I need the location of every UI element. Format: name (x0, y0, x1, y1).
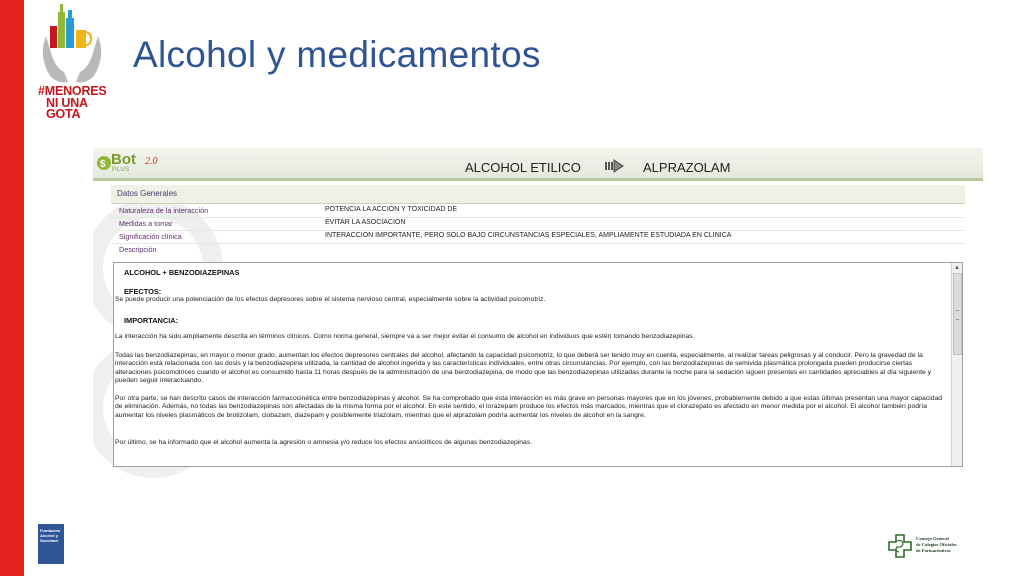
foundation-logo (38, 524, 64, 564)
scroll-up-arrow-icon[interactable]: ▲ (954, 265, 960, 271)
council-text (916, 536, 957, 554)
app-screenshot (93, 148, 983, 478)
field-value: INTERACCION IMPORTANTE, PERO SOLO BAJO CIRCUNSTANCIAS ESPECIALES, AMPLIAMENTE ESTUDIADA EN CLINICA (325, 232, 732, 239)
paragraph-2: Todas las benzodiazepinas, en mayor o menor grado, aumentan los efectos depresores centrales del alcohol, afectando la capacidad psicomotriz, lo que deberá ser tenido muy en cuenta, especialmente, al realizar tareas peligrosas y al conducir. Pero la gravedad de la interacción está relacionada con las dosis y la benzodiazepina utilizada, la cantidad de alcohol ingerida y las características individuales, entre otras circunstancias. Por ejemplo, con las benzodiazepinas de semivida plasmática prolongada pueden producirse ciertas alteraciones psicomotrices cuando el alcohol es consumido hasta 11 horas después de la administración de una benzodiazepina, de modo que las benzodiazepinas utilizadas durante la noche para la sedación siguen presentes en cantidades apreciables al día siguiente y pueden seguir interactuando. (115, 352, 932, 385)
foundation-line-3: Sociedad (40, 538, 58, 543)
interaction-panel (111, 185, 965, 465)
field-row-significance (111, 231, 965, 244)
council-line-1: Consejo General (916, 536, 949, 541)
council-line-2: de Colegios Oficiales (916, 542, 957, 547)
field-row-measures (111, 218, 965, 231)
description-content (114, 263, 950, 466)
field-label: Significación clínica (119, 232, 182, 241)
paragraph-4: Por último, se ha informado que el alcohol aumenta la agresión o amnesia y/o reduce los efectos ansiolíticos de algunas benzodiazepinas. (115, 439, 533, 446)
general-data-title: Datos Generales (117, 189, 178, 198)
field-value: EVITAR LA ASOCIACION (325, 219, 406, 226)
campaign-line-3: GOTA (46, 107, 81, 121)
double-arrow-right-icon (605, 159, 625, 173)
app-version: 2.0 (145, 156, 158, 167)
paragraph-3: Por otra parte, se han descrito casos de interacción farmacocinética entre benzodiazepinas y alcohol. Se ha comprobado que esta interacción es más grave en personas mayores que en los jóvenes, probablemente debido a que estas últimas presentan una mayor capacidad de eliminación. Además, no todas las benzodiazepinas son afectadas de la misma forma por el alcohol. En este sentido, el lorazepam produce los efectos más marcados, mientras que el clorazepato es afectado en menor medida por el alcohol. El alcohol también podría aumentar los niveles plasmáticos de brotizolam, clobazam, diazepam y posiblemente triazolam, mientras que el alprazolam podría aumentar los niveles de alcohol en la sangre. (115, 395, 943, 419)
app-subtitle: PLUS (112, 167, 130, 173)
field-row-nature (111, 205, 965, 218)
drug-b-label: ALPRAZOLAM (643, 160, 731, 175)
field-label: Medidas a tomar (119, 219, 173, 228)
campaign-line-1: #MENORES (38, 84, 107, 98)
description-label: Descripción (119, 245, 157, 254)
svg-text:$: $ (100, 159, 106, 170)
foundation-line-2: Alcohol y (40, 533, 59, 538)
drug-a-label: ALCOHOL ETILICO (465, 160, 581, 175)
field-label: Naturaleza de la interacción (119, 206, 209, 215)
council-line-3: de Farmacéuticos (916, 548, 951, 553)
campaign-hashtag (38, 86, 107, 121)
slide-title: Alcohol y medicamentos (133, 34, 541, 75)
campaign-line-2: NI UNA (46, 95, 88, 110)
pharmacy-cross-icon (888, 534, 912, 558)
foundation-line-1: Fundación (40, 528, 61, 533)
field-value: POTENCIA LA ACCIÓN Y TOXICIDAD DE (325, 206, 458, 213)
foundation-text (40, 528, 60, 543)
accent-bar (0, 0, 24, 576)
app-name: Bot (111, 151, 136, 168)
heading-main: ALCOHOL + BENZODIAZEPINAS (124, 268, 240, 277)
description-textarea[interactable] (113, 262, 963, 467)
scroll-grip-icon (956, 310, 959, 320)
app-header (93, 148, 983, 181)
vertical-scrollbar[interactable] (951, 263, 962, 466)
general-data-header (111, 185, 965, 204)
paragraph-1: La interacción ha sido ampliamente descrita en términos clínicos. Como norma general, siempre va a ser mejor evitar el consumo de alcohol en individuos que estén tomando benzodiazepinas. (115, 333, 695, 340)
effects-text: Se puede producir una potenciación de los efectos depresores sobre el sistema nervioso central, especialmente sobre la actividad psicomotriz. (115, 296, 546, 303)
field-row-description (111, 244, 965, 256)
heading-importance: IMPORTANCIA: (124, 316, 179, 325)
heading-effects: EFECTOS: (124, 287, 162, 296)
scroll-thumb[interactable] (953, 273, 962, 355)
